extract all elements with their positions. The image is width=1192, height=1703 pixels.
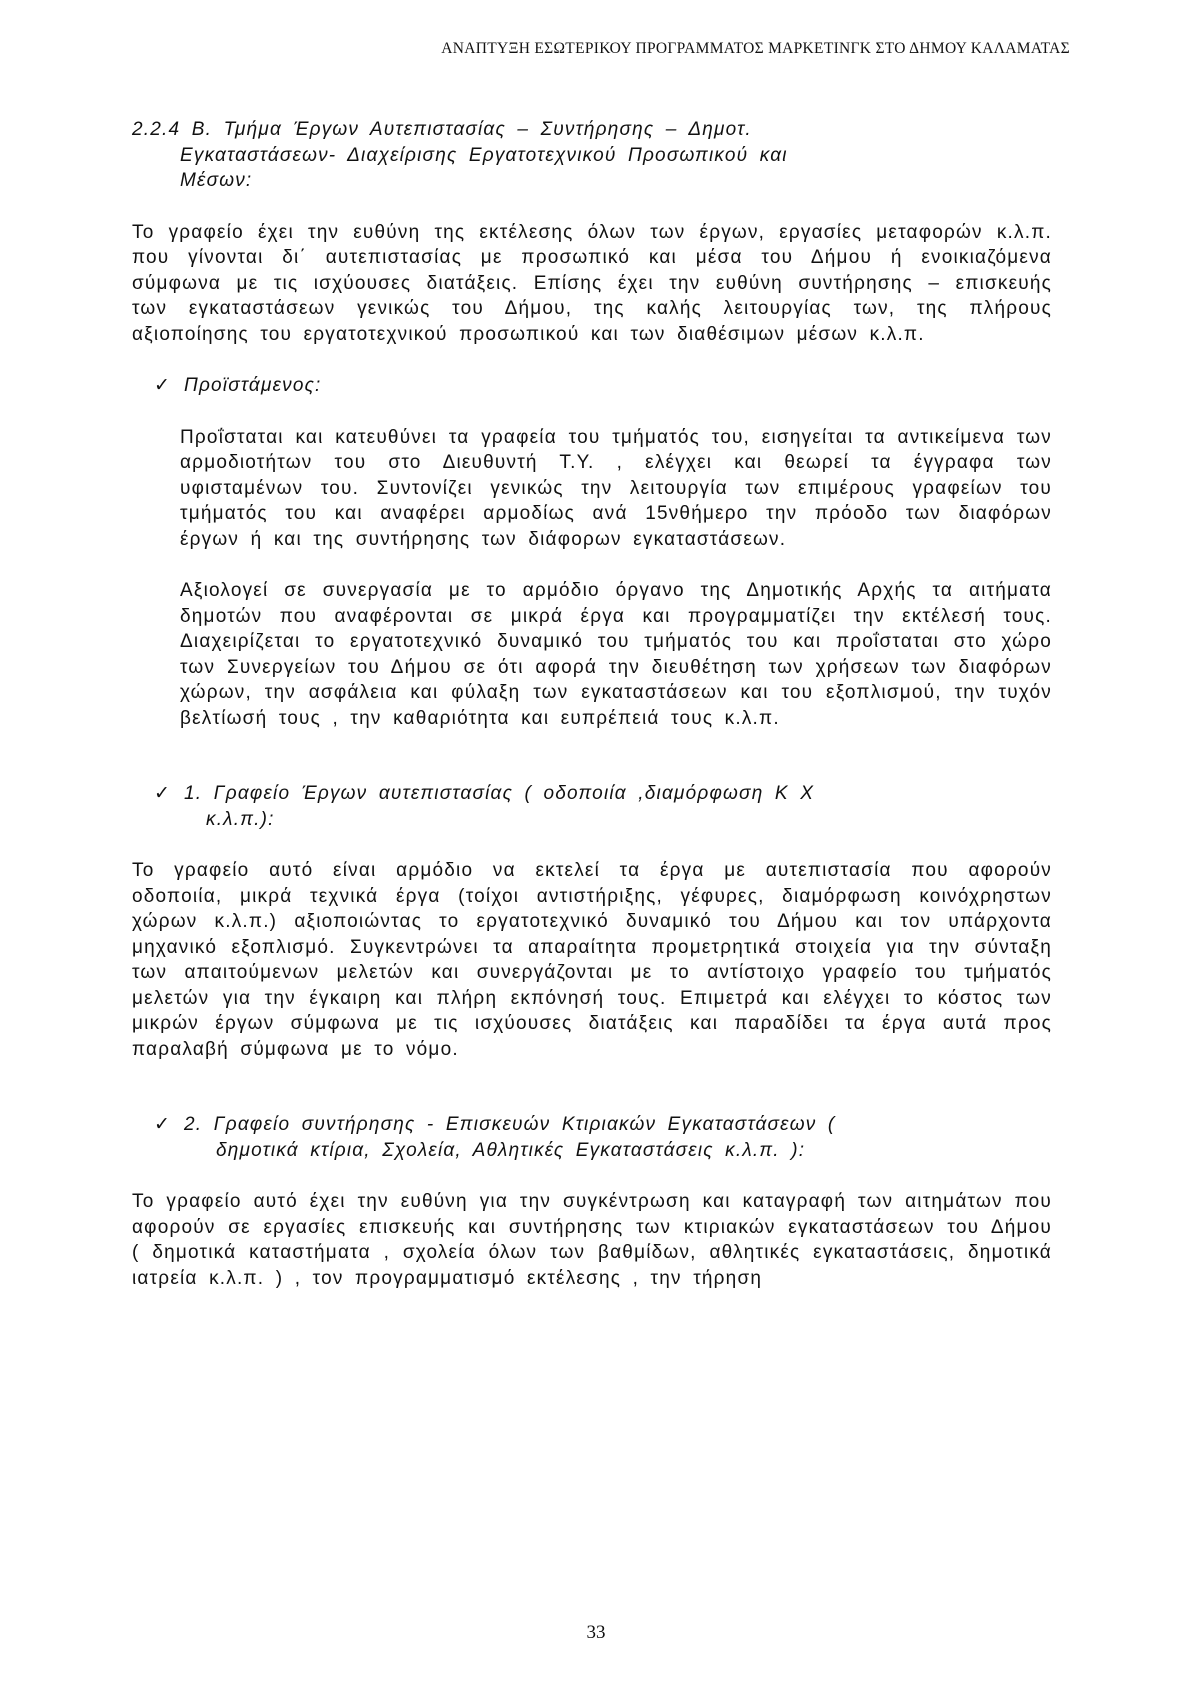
office1-heading (132, 781, 1052, 807)
director-paragraph-1: Προΐσταται και κατευθύνει τα γραφεία του τμήματός του, εισηγείται τα αντικείμενα των αρμοδιοτήτων του στο Διευθυντή Τ.Υ. , ελέγχει και θεωρεί τα έγγραφα των υφισταμένων του. Συντονίζει γενικώς την λειτουργία των επιμέρους γραφείων του τμήματός του και αναφέρει αρμοδίως ανά 15νθήμερο την πρόοδο των διαφόρων έργων ή και της συντήρησης των διάφορων εγκαταστάσεων. (180, 426, 1052, 550)
office1-heading-continued: κ.λ.π.): (206, 808, 275, 830)
page-number: 33 (586, 1622, 606, 1643)
running-header: ΑΝΑΠΤΥΞΗ ΕΣΩΤΕΡΙΚΟΥ ΠΡΟΓΡΑΜΜΑΤΟΣ ΜΑΡΚΕΤΙΝΓΚ ΣΤΟ ΔΗΜΟΥ ΚΑΛΑΜΑΤΑΣ (441, 40, 1070, 57)
section-heading-continued: Εγκαταστάσεων- Διαχείρισης Εργατοτεχνικού Προσωπικού και (180, 144, 788, 166)
checkmark-icon: ✓ (154, 1114, 172, 1135)
office2-paragraph: Το γραφείο αυτό έχει την ευθύνη για την συγκέντρωση και καταγραφή των αιτημάτων που αφορούν σε εργασίες επισκευής και συντήρησης των κτιριακών εγκαταστάσεων του Δήμου ( δημοτικά καταστήματα , σχολεία όλων των βαθμίδων, αθλητικές εγκαταστάσεις, δημοτικά ιατρεία κ.λ.π. ) , τον προγραμματισμό εκτέλεσης , την τήρηση (132, 1191, 1052, 1289)
director-paragraph-2: Αξιολογεί σε συνεργασία με το αρμόδιο όργανο της Δημοτικής Αρχής τα αιτήματα δημοτών που αναφέρονται σε μικρά έργα και προγραμματίζει την εκτέλεσή τους. Διαχειρίζεται το εργατοτεχνικό δυναμικό του τμήματός του και προΐσταται στο χώρο των Συνεργείων του Δήμου σε ότι αφορά την διευθέτηση των χρήσεων των διαφόρων χώρων, την ασφάλεια και φύλαξη των εγκαταστάσεων και του εξοπλισμού, την τυχόν βελτίωσή τους , την καθαριότητα και ευπρέπειά τους κ.λ.π. (180, 580, 1052, 729)
checkmark-icon: ✓ (154, 375, 172, 396)
office1-paragraph: Το γραφείο αυτό είναι αρμόδιο να εκτελεί τα έργα με αυτεπιστασία που αφορούν οδοποιία, μικρά τεχνικά έργα (τοίχοι αντιστήριξης, γέφυρες, διαμόρφωση κοινόχρηστων χώρων κ.λ.π.) αξιοποιώντας το εργατοτεχνικό δυναμικό του Δήμου και τον υπάρχοντα μηχανικό εξοπλισμό. Συγκεντρώνει τα απαραίτητα προμετρητικά στοιχεία για την σύνταξη των απαιτούμενων μελετών και συνεργάζονται με το αντίστοιχο γραφείο του τμήματός μελετών για την έγκαιρη και πλήρη εκπόνησή τους. Επιμετρά και ελέγχει το κόστος των μικρών έργων σύμφωνα με τις ισχύουσες διατάξεις και παραδίδει τα έργα αυτά προς παραλαβή σύμφωνα με το νόμο. (132, 860, 1052, 1060)
office2-heading-text: 2. Γραφείο συντήρησης - Επισκευών Κτιριακών Εγκαταστάσεων ( (184, 1114, 836, 1135)
director-heading-text: Προϊστάμενος: (184, 375, 322, 396)
director-heading (132, 373, 1052, 399)
office2-heading-continued: δημοτικά κτίρια, Σχολεία, Αθλητικές Εγκαταστάσεις κ.λ.π. ): (216, 1139, 806, 1161)
checkmark-icon: ✓ (154, 783, 172, 804)
section-heading (132, 117, 1052, 143)
office2-heading (132, 1112, 1052, 1138)
section-title: Β. Τμήμα Έργων Αυτεπιστασίας – Συντήρησης – Δημοτ. (191, 119, 752, 140)
office1-heading-text: 1. Γραφείο Έργων αυτεπιστασίας ( οδοποιία ,διαμόρφωση Κ Χ (184, 783, 815, 804)
section-number: 2.2.4 (132, 119, 181, 140)
section-heading-continued-2: Μέσων: (180, 170, 253, 191)
section-intro-paragraph: Το γραφείο έχει την ευθύνη της εκτέλεσης όλων των έργων, εργασίες μεταφορών κ.λ.π. που γίνονται δι΄ αυτεπιστασίας με προσωπικό και μέσα του Δήμου ή ενοικιαζόμενα σύμφωνα με τις ισχύουσες διατάξεις. Επίσης έχει την ευθύνη συντήρησης – επισκευής των εγκαταστάσεων γενικώς του Δήμου, της καλής λειτουργίας των, της πλήρους αξιοποίησης του εργατοτεχνικού προσωπικού και των διαθέσιμων μέσων κ.λ.π. (132, 221, 1052, 345)
document-body (132, 117, 1052, 1291)
